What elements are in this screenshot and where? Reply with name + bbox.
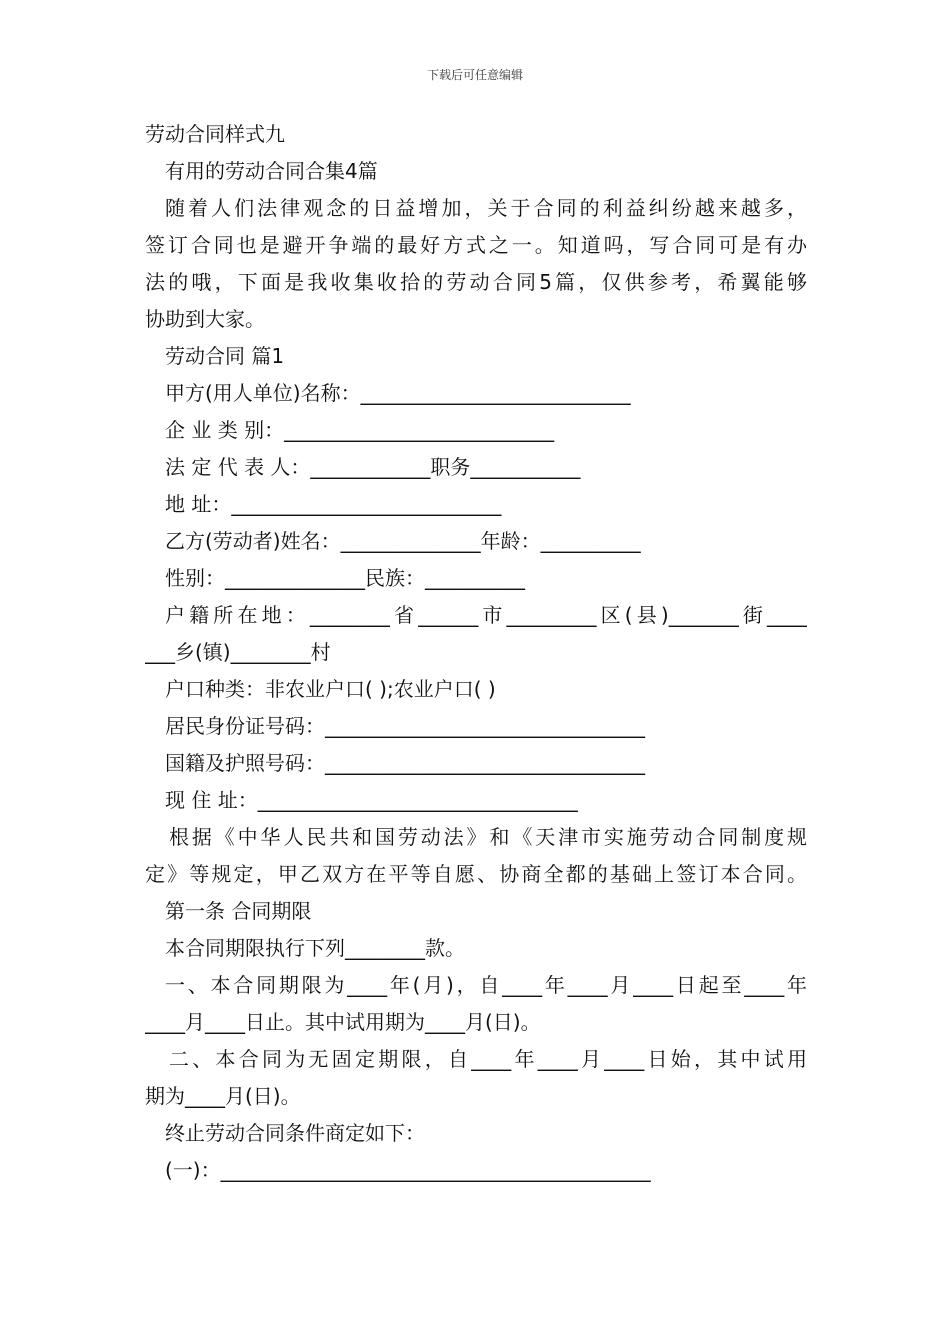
doc-line: 本合同期限执行下列________款。 [165,936,465,960]
doc-line: 法 定 代 表 人：____________职务___________ [165,455,581,479]
doc-line: 法的哦，下面是我收集收拾的劳动合同5篇，仅供参考，希翼能够 [145,270,807,294]
doc-line: 乙方(劳动者)姓名：______________年龄：__________ [165,529,641,553]
doc-line: 户口种类：非农业户口( );农业户口( ) [165,677,496,701]
doc-line: 劳动合同样式九 [145,122,285,146]
doc-line: ___乡(镇)________村 [145,640,331,664]
doc-line: 一、本合同期限为____年(月)，自____年____月____日起至____年 [165,973,807,997]
doc-line: 户籍所在地：________省______市_________区(县)_______街____ [165,603,807,627]
doc-line: (一)：___________________________________________ [165,1158,651,1182]
doc-line: 定》等规定，甲乙双方在平等自愿、协商全都的基础上签订本合同。 [145,862,807,886]
doc-line: 期为____月(日)。 [145,1084,301,1108]
doc-line: 有用的劳动合同合集4篇 [165,159,378,183]
doc-line: 终止劳动合同条件商定如下： [165,1121,425,1145]
doc-line: 企 业 类 别：___________________________ [165,418,555,442]
doc-line: 协助到大家。 [145,307,265,331]
doc-line: 劳动合同 篇1 [165,344,285,368]
doc-line: 地 址：___________________________ [165,492,502,516]
doc-line: 随着人们法律观念的日益增加，关于合同的利益纠纷越来越多， [165,196,807,220]
doc-line: 国籍及护照号码：________________________________ [165,751,645,775]
doc-line: 居民身份证号码：________________________________ [165,714,645,738]
doc-line: ____月____日止。其中试用期为____月(日)。 [145,1010,541,1034]
doc-line: 现 住 址：________________________________ [165,788,578,812]
doc-line: 甲方(用人单位)名称：___________________________ [165,381,631,405]
doc-line: 签订合同也是避开争端的最好方式之一。知道吗，写合同可是有办 [145,233,807,257]
doc-line: 根据《中华人民共和国劳动法》和《天津市实施劳动合同制度规 [169,825,807,849]
document-body [145,116,807,1189]
header-note: 下载后可任意编辑 [426,68,523,82]
doc-line: 第一条 合同期限 [165,899,312,923]
doc-line: 二、本合同为无固定期限，自____年____月____日始，其中试用 [169,1047,807,1071]
doc-line: 性别：______________民族：__________ [165,566,525,590]
